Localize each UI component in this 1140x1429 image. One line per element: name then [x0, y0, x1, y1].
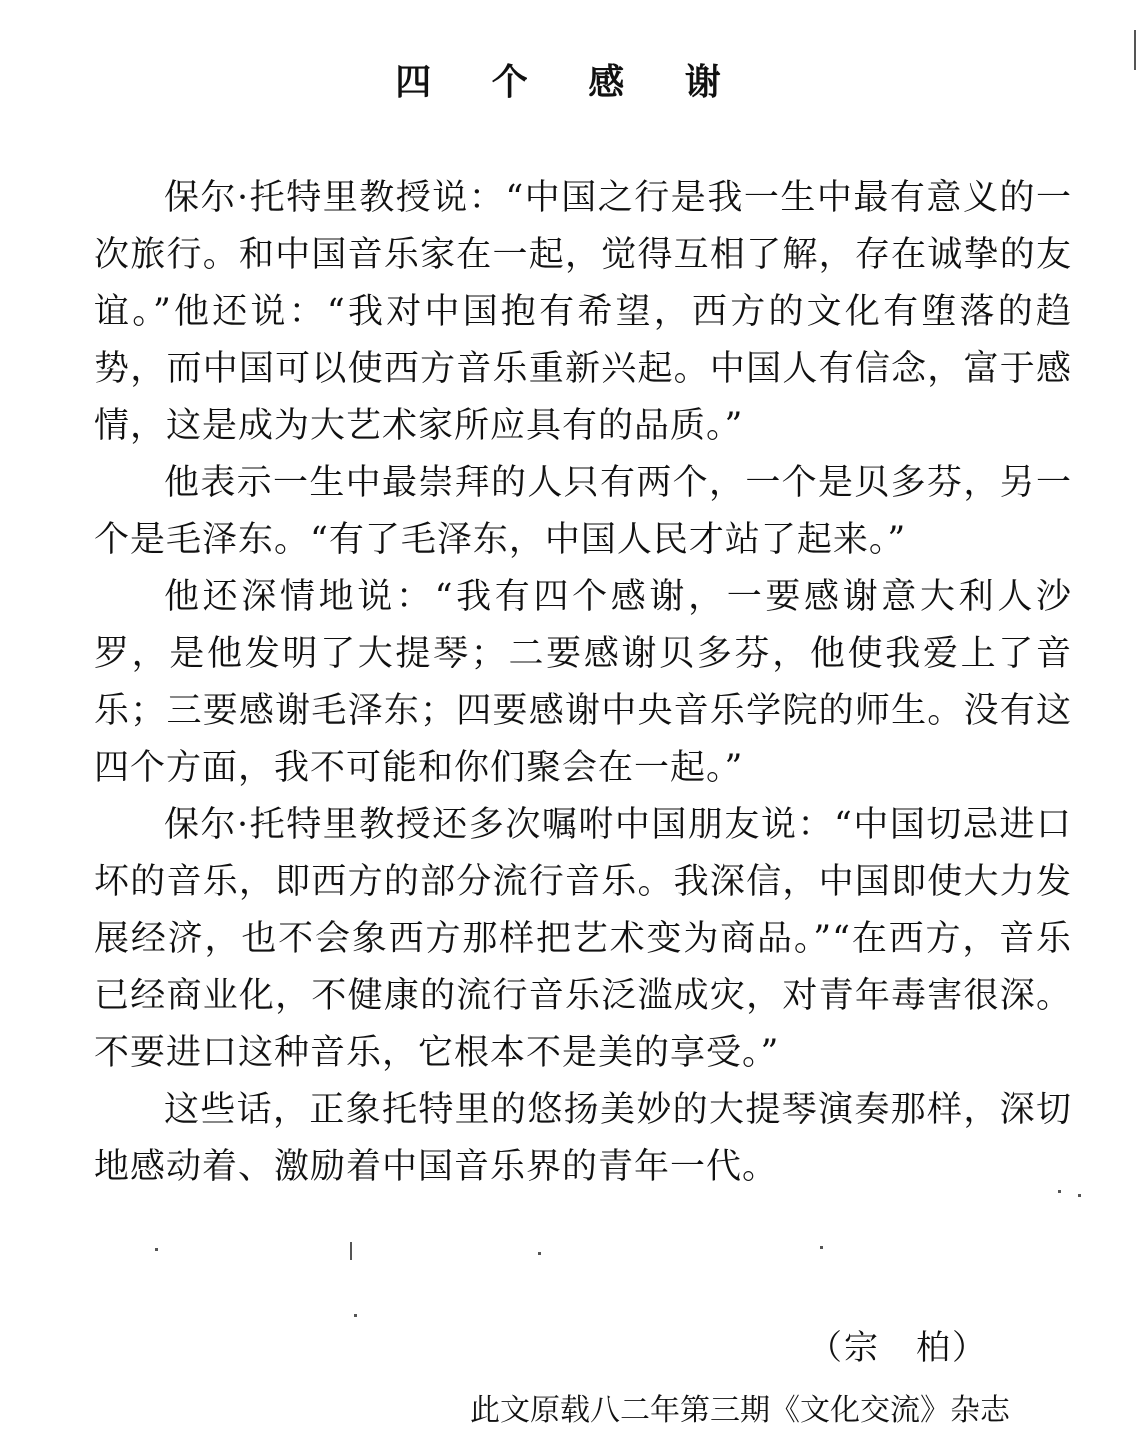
article-body: [94, 170, 1072, 1196]
scan-speck: [155, 1248, 158, 1251]
scan-speck: [350, 1242, 352, 1260]
source-note: 此文原载八二年第三期《文化交流》杂志: [470, 1393, 1010, 1428]
article-title: 四 个 感 谢: [395, 61, 745, 103]
paragraph-1: 保尔·托特里教授说：“中国之行是我一生中最有意义的一次旅行。和中国音乐家在一起，觉得互相了解，存在诚挚的友谊。”他还说：“我对中国抱有希望，西方的文化有堕落的趋势，而中国可以使西方音乐重新兴起。中国人有信念，富于感情，这是成为大艺术家所应具有的品质。”: [94, 178, 1072, 446]
scan-speck: [1134, 30, 1136, 70]
scan-speck: [1078, 1194, 1081, 1197]
scan-speck: [354, 1314, 357, 1317]
author-attribution: （宗 柏）: [808, 1328, 988, 1368]
scan-speck: [538, 1252, 541, 1255]
paragraph-5: 这些话，正象托特里的悠扬美妙的大提琴演奏那样，深切地感动着、激励着中国音乐界的青年一代。: [94, 1090, 1072, 1187]
scan-speck: [1058, 1190, 1061, 1193]
paragraph-2: 他表示一生中最崇拜的人只有两个，一个是贝多芬，另一个是毛泽东。“有了毛泽东，中国人民才站了起来。”: [94, 463, 1072, 560]
paragraph-3: 他还深情地说：“我有四个感谢，一要感谢意大利人沙罗，是他发明了大提琴；二要感谢贝多芬，他使我爱上了音乐；三要感谢毛泽东；四要感谢中央音乐学院的师生。没有这四个方面，我不可能和你们聚会在一起。”: [94, 577, 1072, 788]
paragraph-4: 保尔·托特里教授还多次嘱咐中国朋友说：“中国切忌进口坏的音乐，即西方的部分流行音乐。我深信，中国即使大力发展经济，也不会象西方那样把艺术变为商品。”“在西方，音乐已经商业化，不健康的流行音乐泛滥成灾，对青年毒害很深。不要进口这种音乐，它根本不是美的享受。”: [94, 805, 1072, 1073]
scan-speck: [820, 1246, 823, 1249]
